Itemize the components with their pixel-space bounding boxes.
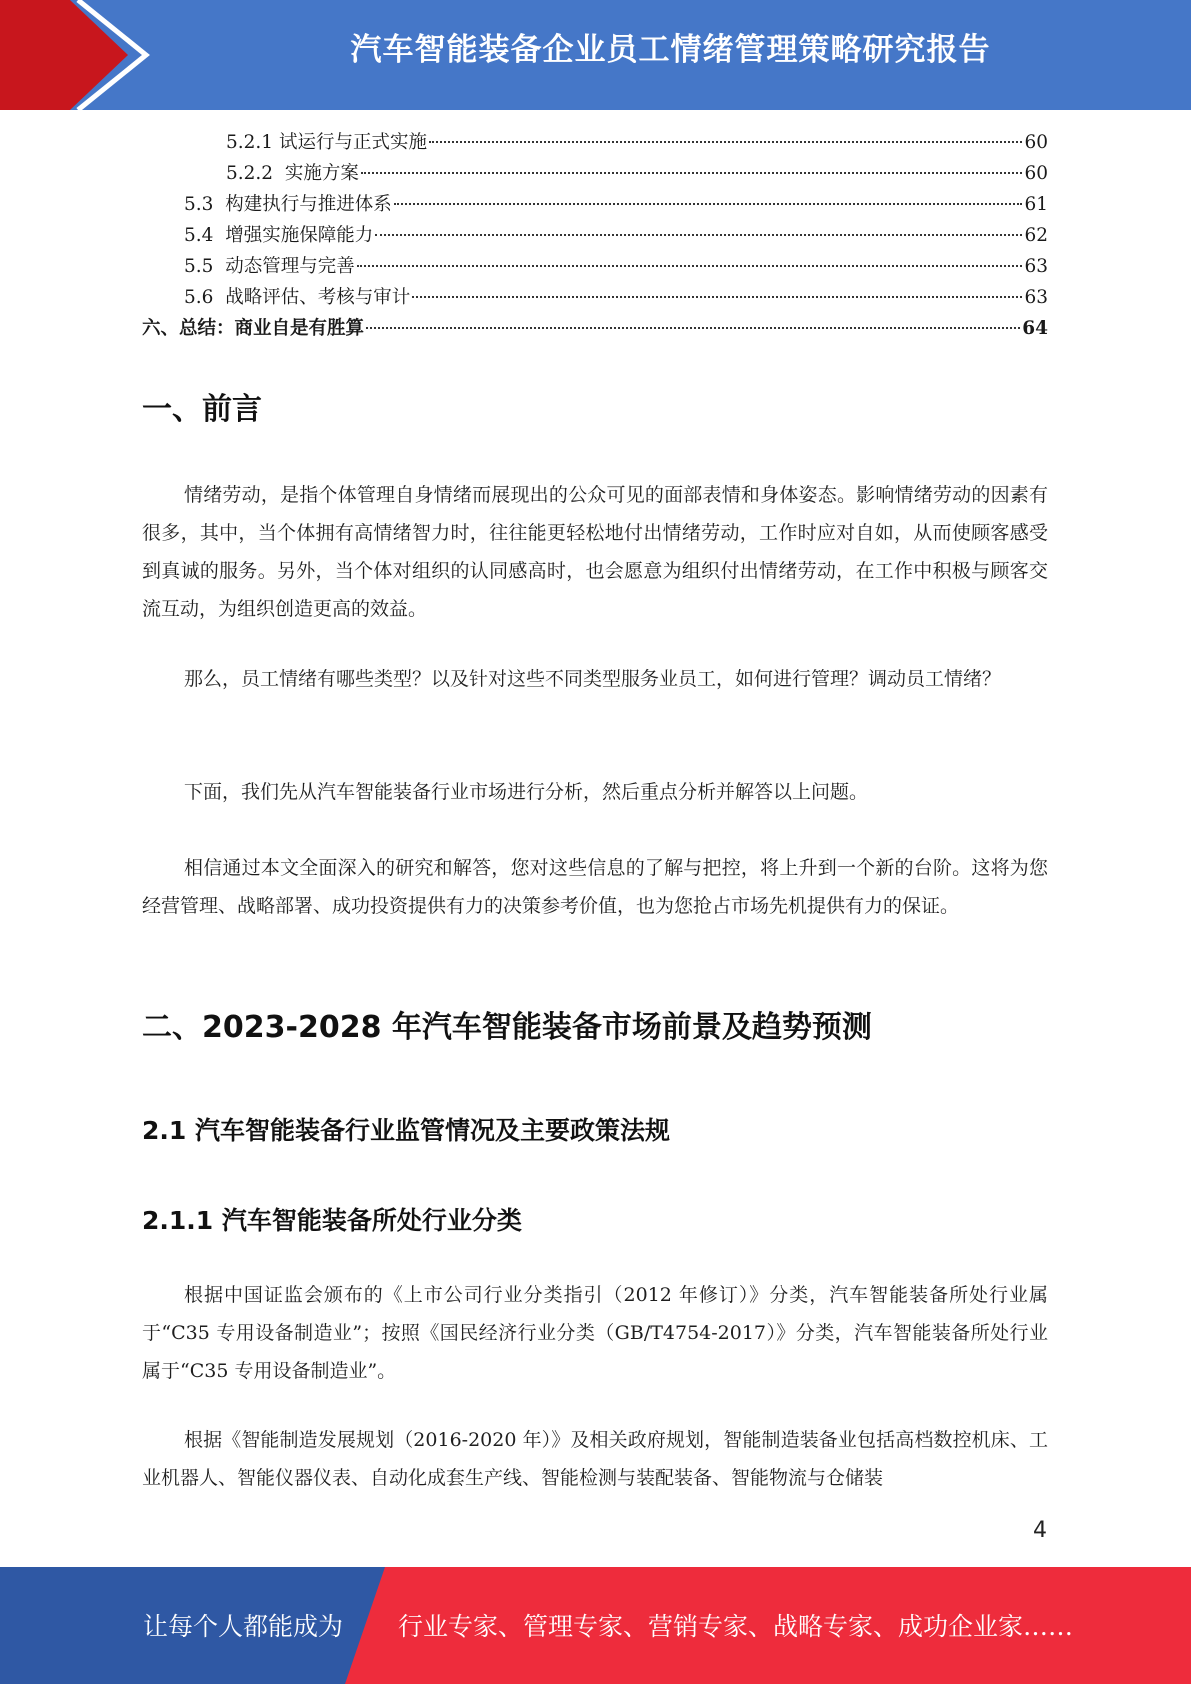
toc-entry[interactable] bbox=[142, 313, 1048, 344]
toc-entry[interactable] bbox=[142, 251, 1048, 282]
footer-slogan-left: 让每个人都能成为 bbox=[143, 1612, 344, 1641]
toc-entry[interactable] bbox=[142, 220, 1048, 251]
toc-entry-number: 5.6 bbox=[184, 287, 226, 308]
toc-entry-title: 构建执行与推进体系 bbox=[225, 194, 392, 215]
page-footer-banner bbox=[0, 1567, 1191, 1684]
toc-entry-number: 5.2.2 bbox=[226, 163, 285, 184]
toc-dot-leader bbox=[394, 203, 1023, 205]
toc-dot-leader bbox=[412, 296, 1022, 298]
toc-entry-number: 5.3 bbox=[184, 194, 226, 215]
toc-entry-page: 60 bbox=[1024, 163, 1048, 184]
paragraph: 那么，员工情绪有哪些类型？以及针对这些不同类型服务业员工，如何进行管理？调动员工情绪？ bbox=[184, 668, 1002, 690]
paragraph: 根据中国证监会颁布的《上市公司行业分类指引（2012 年修订）》分类，汽车智能装备所处行业属于“C35 专用设备制造业”；按照《国民经济行业分类（GB/T4754-2017）》分类，汽车智能装备所处行业属于“C35 专用设备制造业”。 bbox=[142, 1284, 1048, 1382]
toc-entry-page: 63 bbox=[1024, 287, 1048, 308]
toc-dot-leader bbox=[429, 141, 1022, 143]
paragraph: 下面，我们先从汽车智能装备行业市场进行分析，然后重点分析并解答以上问题。 bbox=[184, 781, 869, 803]
toc-entry-title: 动态管理与完善 bbox=[225, 256, 355, 277]
toc-entry-title: 增强实施保障能力 bbox=[225, 225, 374, 246]
toc-entry-page: 63 bbox=[1024, 256, 1048, 277]
footer-slogan-right: 行业专家、管理专家、营销专家、战略专家、成功企业家…… bbox=[398, 1612, 1074, 1641]
toc-entry[interactable] bbox=[142, 158, 1048, 189]
section-heading-chapter-2: 二、2023-2028 年汽车智能装备市场前景及趋势预测 bbox=[142, 1010, 872, 1045]
toc-entry-page: 61 bbox=[1024, 194, 1048, 215]
page-number: 4 bbox=[1033, 1518, 1047, 1543]
toc-entry-title: 试运行与正式实施 bbox=[278, 132, 427, 153]
page-header-banner bbox=[0, 0, 1191, 110]
toc-entry-title: 战略评估、考核与审计 bbox=[225, 287, 411, 308]
toc-entry[interactable] bbox=[142, 189, 1048, 220]
toc-entry-page: 60 bbox=[1024, 132, 1048, 153]
paragraph: 情绪劳动，是指个体管理自身情绪而展现出的公众可见的面部表情和身体姿态。影响情绪劳动的因素有很多，其中，当个体拥有高情绪智力时，往往能更轻松地付出情绪劳动，工作时应对自如，从而使顾客感受到真诚的服务。另外，当个体对组织的认同感高时，也会愿意为组织付出情绪劳动，在工作中积极与顾客交流互动，为组织创造更高的效益。 bbox=[142, 484, 1048, 620]
report-title: 汽车智能装备企业员工情绪管理策略研究报告 bbox=[350, 32, 991, 68]
subsection-heading-2-1-1: 2.1.1 汽车智能装备所处行业分类 bbox=[142, 1206, 522, 1235]
toc-dot-leader bbox=[361, 172, 1023, 174]
toc-entry-page: 62 bbox=[1024, 225, 1048, 246]
paragraph: 相信通过本文全面深入的研究和解答，您对这些信息的了解与把控，将上升到一个新的台阶。这将为您经营管理、战略部署、成功投资提供有力的决策参考价值，也为您抢占市场先机提供有力的保证。 bbox=[142, 857, 1048, 917]
toc-dot-leader bbox=[366, 327, 1020, 329]
toc-entry-number: 5.2.1 bbox=[226, 132, 279, 153]
red-arrow-decoration bbox=[0, 0, 160, 110]
toc-entry-number: 5.5 bbox=[184, 256, 226, 277]
toc-entry-title: 实施方案 bbox=[284, 163, 359, 184]
toc-entry[interactable] bbox=[142, 282, 1048, 313]
toc-entry-title: 六、总结：商业自是有胜算 bbox=[142, 318, 365, 339]
toc-entry[interactable] bbox=[142, 127, 1048, 158]
section-heading-preface: 一、前言 bbox=[142, 392, 262, 427]
toc-entry-number: 5.4 bbox=[184, 225, 226, 246]
paragraph: 根据《智能制造发展规划（2016-2020 年）》及相关政府规划，智能制造装备业包括高档数控机床、工业机器人、智能仪器仪表、自动化成套生产线、智能检测与装配装备、智能物流与仓储装 bbox=[142, 1429, 1048, 1489]
toc-dot-leader bbox=[375, 234, 1022, 236]
subsection-heading-2-1: 2.1 汽车智能装备行业监管情况及主要政策法规 bbox=[142, 1116, 670, 1145]
toc-entry-page: 64 bbox=[1022, 318, 1048, 339]
toc-dot-leader bbox=[357, 265, 1023, 267]
table-of-contents bbox=[142, 127, 1048, 344]
